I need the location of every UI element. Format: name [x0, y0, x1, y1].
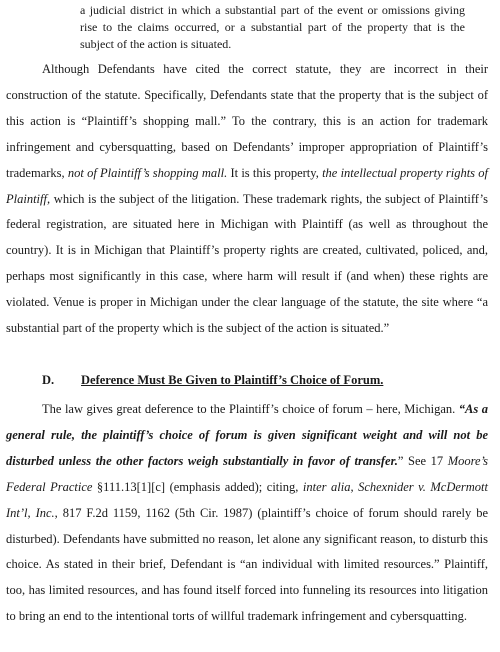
text-segment: ” See 17 — [397, 453, 448, 468]
text-segment: the intellectual property rights of Plaintiff, — [6, 165, 488, 206]
paragraph-venue — [6, 57, 488, 342]
text-segment: inter alia, Schexnider v. McDermott Int’l, Inc. — [6, 479, 488, 520]
paragraph-choice-of-forum — [6, 397, 488, 630]
block-quote: a judicial district in which a substantial part of the event or omissions giving rise to the claims occurred, or a substantial part of the property that is the subject of the action is situated. — [80, 3, 465, 51]
section-title: Deference Must Be Given to Plaintiff’s Choice of Forum. — [81, 373, 384, 387]
text-segment: not of Plaintiff’s shopping mall. — [67, 165, 228, 180]
text-segment: §111.13[1][c] (emphasis added); citing, — [92, 479, 303, 494]
text-segment: Although Defendants have cited the correct statute, they are incorrect in their construction of the statute. Specifically, Defendants state that the property that is the subject of this action is “Plaintiff’s shopping mall.” To the contrary, this is an action for trademark infringement and cybersquatting, based on Defendants’ improper appropriation of Plaintiff’s trademarks, — [6, 62, 488, 180]
text-segment: which is the subject of the litigation. These trademark rights, the subject of Plaintiff’s federal registration, are situated here in Michigan with Plaintiff (as well as throughout the country). It is in Michigan that Plaintiff’s property rights are created, cultivated, policed, and, perhaps most significantly in this case, where harm will result if (and when) these rights are violated. Venue is proper in Michigan under the clear language of the statute, the site where “a substantial part of the property which is the subject of the action is situated.” — [6, 191, 488, 336]
section-heading-d — [42, 371, 482, 389]
text-segment: It is this property, — [227, 165, 323, 180]
text-segment: , 817 F.2d 1159, 1162 (5th Cir. 1987) (plaintiff’s choice of forum should rarely be disturbed). Defendants have submitted no reason, let alone any significant reason, to disturb this choice. As stated in their brief, Defendant is “an individual with limited resources.” Plaintiff, too, has limited resources, and has found itself forced into funneling its resources into litigation to bring an end to the intentional torts of willful trademark infringement and cybersquatting. — [6, 505, 488, 624]
text-segment: Moore’s Federal Practice — [6, 453, 489, 494]
text-segment: The law gives great deference to the Plaintiff’s choice of forum – here, Michigan. — [42, 402, 459, 416]
text-segment: “As a general rule, the plaintiff’s choice of forum is given significant weight and will not be disturbed unless the other factors weigh substantially in favor of transfer. — [6, 402, 489, 468]
section-number: D. — [42, 373, 55, 387]
